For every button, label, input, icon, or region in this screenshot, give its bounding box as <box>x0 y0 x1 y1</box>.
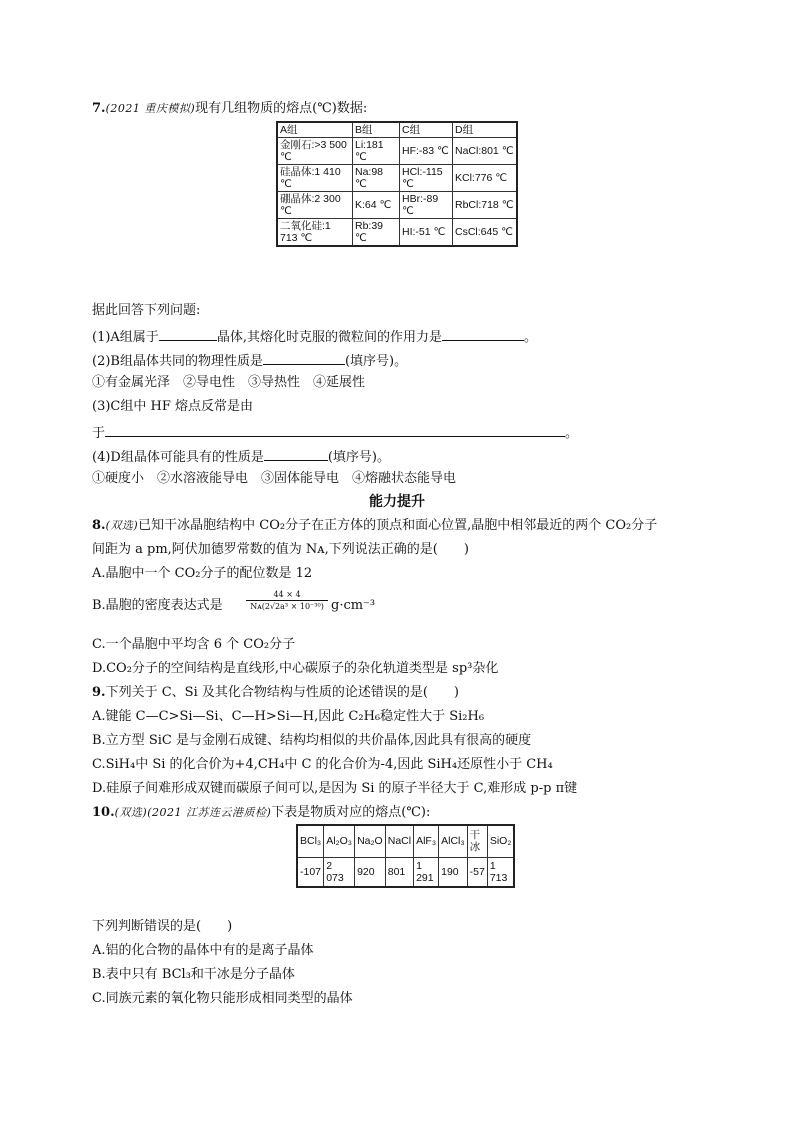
table-cell: HI:-51 ℃ <box>400 219 453 247</box>
q8-option-b-prefix: B.晶胞的密度表达式是 <box>92 598 223 613</box>
table-cell: Li:181 ℃ <box>353 138 400 165</box>
q10-stem: 下表是物质对应的熔点(℃): <box>271 805 431 820</box>
table-cell: 801 <box>385 857 413 887</box>
table-header-cell: Al₂O₃ <box>324 825 355 857</box>
table-row <box>277 219 517 247</box>
table-cell: 硅晶体:1 410 ℃ <box>277 165 353 192</box>
answer-blank[interactable] <box>264 447 328 461</box>
table-header-cell: NaCl <box>385 825 413 857</box>
table-cell: 1 291 <box>414 857 439 887</box>
answer-blank[interactable] <box>159 327 217 341</box>
q9-option-a: A.键能 C—C>Si—Si、C—H>Si—H,因此 C₂H₆稳定性大于 Si₂H₆ <box>92 709 485 724</box>
table-header-cell: BCl₃ <box>297 825 324 857</box>
q8-stem-line-1 <box>92 518 657 534</box>
q9-option-c: C.SiH₄中 Si 的化合价为+4,CH₄中 C 的化合价为-4,因此 SiH₄还原性小于 CH₄ <box>92 757 553 772</box>
q7-header-d: D组 <box>453 122 518 138</box>
table-header-cell: AlF₃ <box>414 825 439 857</box>
q7-header-b: B组 <box>353 122 400 138</box>
table-header-cell: SiO₂ <box>487 825 514 857</box>
table-cell: HBr:-89 ℃ <box>400 192 453 219</box>
answer-blank[interactable] <box>105 423 565 437</box>
table-cell: HF:-83 ℃ <box>400 138 453 165</box>
answer-blank[interactable] <box>442 327 524 341</box>
q10-melting-point-table <box>296 824 515 888</box>
q8-option-b-unit: g·cm⁻³ <box>331 598 376 613</box>
fraction-numerator: 44 × 4 <box>246 590 328 601</box>
table-cell: 190 <box>439 857 468 887</box>
q7-table-header-row <box>277 122 517 138</box>
q9-stem-line <box>92 685 459 701</box>
q10-table-header-row <box>297 825 514 857</box>
table-cell: 920 <box>355 857 386 887</box>
table-cell: 金刚石:>3 500 ℃ <box>277 138 353 165</box>
table-cell: HCl:-115 ℃ <box>400 165 453 192</box>
q7-stem-line <box>92 101 367 117</box>
q7-part2-options: ①有金属光泽 ②导电性 ③导热性 ④延展性 <box>92 375 366 390</box>
q7-part2 <box>92 351 407 370</box>
q7-source: (2021 重庆模拟) <box>105 102 196 115</box>
q10-tag: (双选) <box>114 806 148 819</box>
table-cell: -57 <box>467 857 487 887</box>
table-cell: 二氧化硅:1 713 ℃ <box>277 219 353 247</box>
q7-part2-a: (2)B组晶体共同的物理性质是 <box>92 354 263 369</box>
q10-number: 10. <box>92 805 115 820</box>
q9-option-b: B.立方型 SiC 是与金刚石成键、结构均相似的共价晶体,因此具有很高的硬度 <box>92 733 532 748</box>
q7-part4-options: ①硬度小 ②水溶液能导电 ③固体能导电 ④熔融状态能导电 <box>92 471 457 486</box>
q7-header-a: A组 <box>277 122 353 138</box>
table-row <box>297 857 514 887</box>
table-cell: Na:98 ℃ <box>353 165 400 192</box>
table-cell: 硼晶体:2 300 ℃ <box>277 192 353 219</box>
q8-stem-1: 已知干冰晶胞结构中 CO₂分子在正方体的顶点和面心位置,晶胞中相邻最近的两个 CO₂分子 <box>138 518 658 533</box>
table-cell: NaCl:801 ℃ <box>453 138 518 165</box>
q7-melting-point-table <box>276 121 518 247</box>
q7-part1-b: 晶体,其熔化时克服的微粒间的作用力是 <box>216 330 442 345</box>
q7-part1-c: 。 <box>523 330 537 345</box>
q10-option-c: C.同族元素的氧化物只能形成相同类型的晶体 <box>92 991 353 1006</box>
q7-part4-a: (4)D组晶体可能具有的性质是 <box>92 450 264 465</box>
q8-option-d: D.CO₂分子的空间结构是直线形,中心碳原子的杂化轨道类型是 sp³杂化 <box>92 661 499 676</box>
q7-part4 <box>92 447 390 466</box>
table-header-cell: AlCl₃ <box>439 825 468 857</box>
q8-option-c: C.一个晶胞中平均含 6 个 CO₂分子 <box>92 637 296 652</box>
q7-header-c: C组 <box>400 122 453 138</box>
q10-stem-line <box>92 805 430 821</box>
q8-tag: (双选) <box>105 519 139 532</box>
table-row <box>277 165 517 192</box>
answer-blank[interactable] <box>263 351 345 365</box>
table-cell: KCl:776 ℃ <box>453 165 518 192</box>
table-cell: CsCl:645 ℃ <box>453 219 518 247</box>
q7-part2-b: (填序号)。 <box>344 354 408 369</box>
q7-part3-c: 。 <box>565 426 579 441</box>
density-fraction <box>246 590 328 611</box>
q7-part3-b <box>92 423 578 442</box>
q10-option-b: B.表中只有 BCl₃和干冰是分子晶体 <box>92 967 295 982</box>
q10-question: 下列判断错误的是( ) <box>92 919 233 934</box>
q8-option-a: A.晶胞中一个 CO₂分子的配位数是 12 <box>92 566 313 581</box>
table-row <box>277 138 517 165</box>
q7-stem: 现有几组物质的熔点(℃)数据: <box>195 101 368 116</box>
table-cell: 1 713 <box>487 857 514 887</box>
q10-option-a: A.铝的化合物的晶体中有的是离子晶体 <box>92 943 314 958</box>
q7-part1-a: (1)A组属于 <box>92 330 159 345</box>
q7-part3-a: (3)C组中 HF 熔点反常是由 <box>92 399 253 414</box>
q7-number: 7. <box>92 101 106 116</box>
q7-part4-b: (填序号)。 <box>327 450 390 465</box>
table-cell: Rb:39 ℃ <box>353 219 400 247</box>
table-cell: -107 <box>297 857 324 887</box>
table-cell: RbCl:718 ℃ <box>453 192 518 219</box>
q9-option-d: D.硅原子间难形成双键而碳原子间可以,是因为 Si 的原子半径大于 C,难形成 p-p π键 <box>92 781 578 796</box>
q9-stem: 下列关于 C、Si 及其化合物结构与性质的论述错误的是( ) <box>105 685 459 700</box>
q7-part3-yu: 于 <box>92 426 106 441</box>
section-title: 能力提升 <box>369 494 425 510</box>
q8-number: 8. <box>92 518 106 533</box>
q8-stem-line-2: 间距为 a pm,阿伏加德罗常数的值为 Nᴀ,下列说法正确的是( ) <box>92 542 469 557</box>
q7-part1 <box>92 327 537 346</box>
q9-number: 9. <box>92 685 106 700</box>
table-header-cell: 干冰 <box>467 825 487 857</box>
q10-source: (2021 江苏连云港质检) <box>147 806 272 819</box>
table-row <box>277 192 517 219</box>
fraction-denominator: Nᴀ(2√2a³ × 10⁻³⁰) <box>250 602 324 611</box>
table-cell: 2 073 <box>324 857 355 887</box>
table-cell: K:64 ℃ <box>353 192 400 219</box>
q7-intro: 据此回答下列问题: <box>92 303 201 318</box>
table-header-cell: Na₂O <box>355 825 386 857</box>
